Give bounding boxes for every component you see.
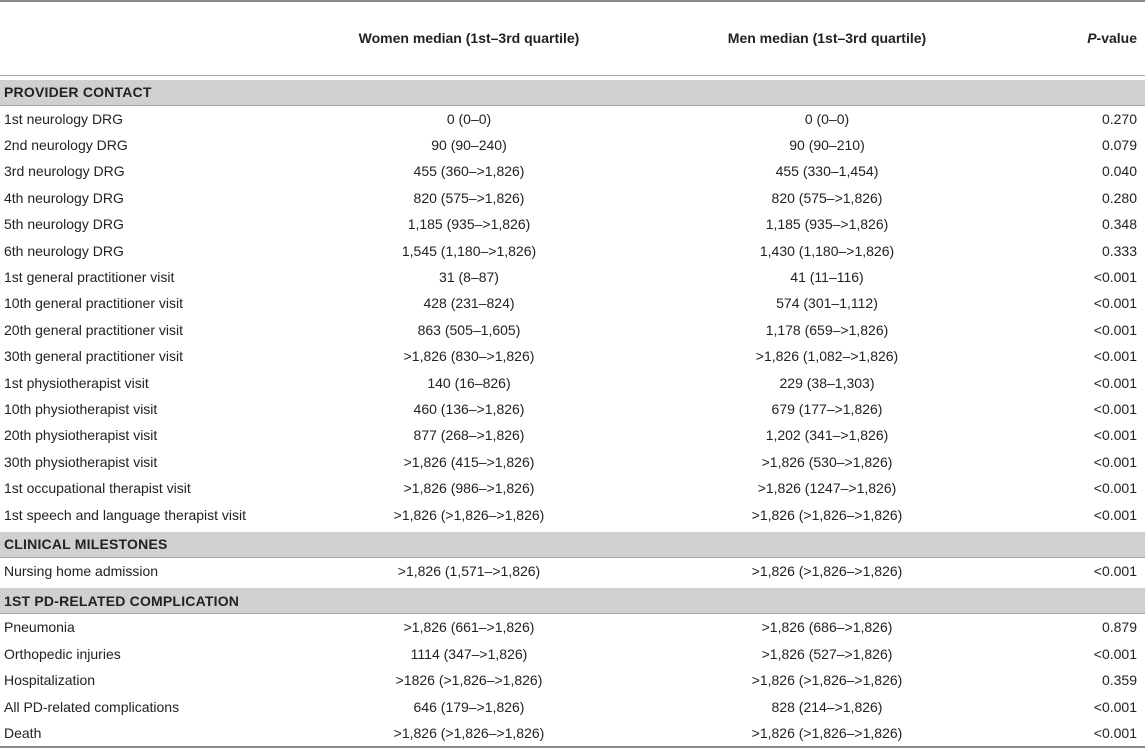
table-row bbox=[0, 317, 1145, 343]
header-empty bbox=[0, 1, 300, 75]
row-label: 1st physiotherapist visit bbox=[4, 374, 149, 391]
row-label: Death bbox=[0, 720, 300, 747]
men-median-cell: 820 (575–>1,826) bbox=[771, 189, 883, 206]
p-value-cell: <0.001 bbox=[1093, 321, 1137, 338]
men-median-cell: >1,826 (1247–>1,826) bbox=[757, 480, 897, 497]
p-value-cell: <0.001 bbox=[1093, 645, 1137, 662]
table-row bbox=[0, 614, 1145, 641]
row-label: 30th general practitioner visit bbox=[4, 348, 183, 365]
table-row bbox=[0, 264, 1145, 290]
men-median-cell: >1,826 (530–>1,826) bbox=[761, 453, 893, 470]
row-label: All PD-related complications bbox=[4, 698, 180, 715]
table-row bbox=[0, 343, 1145, 369]
table-row bbox=[0, 720, 1145, 747]
men-median-cell: >1,826 (527–>1,826) bbox=[761, 645, 893, 662]
row-label: Hospitalization bbox=[4, 672, 96, 689]
women-median-cell: 1114 (347–>1,826) bbox=[410, 645, 528, 662]
table-row bbox=[0, 396, 1145, 422]
header-p-suffix: -value bbox=[1096, 29, 1137, 46]
women-median-cell: 646 (179–>1,826) bbox=[413, 698, 525, 715]
row-label: 20th general practitioner visit bbox=[4, 321, 183, 338]
p-value-cell: <0.001 bbox=[1093, 427, 1137, 444]
women-median-cell: 455 (360–>1,826) bbox=[413, 163, 525, 180]
women-median-cell: >1,826 (661–>1,826) bbox=[403, 619, 535, 636]
row-label: 4th neurology DRG bbox=[4, 189, 124, 206]
women-median-cell: 460 (136–>1,826) bbox=[413, 400, 525, 417]
p-value-cell: 0.348 bbox=[1101, 216, 1137, 233]
row-label: 6th neurology DRG bbox=[4, 242, 124, 259]
women-median-cell: 140 (16–826) bbox=[427, 374, 511, 391]
men-median-cell: 455 (330–1,454) bbox=[775, 163, 879, 180]
p-value-cell: <0.001 bbox=[1093, 480, 1137, 497]
men-median-cell: 679 (177–>1,826) bbox=[771, 400, 883, 417]
row-label: 20th physiotherapist visit bbox=[4, 427, 158, 444]
p-value-cell: 0.079 bbox=[1101, 137, 1137, 154]
section-header bbox=[0, 588, 1145, 614]
women-median-cell: >1,826 (>1,826–>1,826) bbox=[300, 720, 638, 747]
women-median-cell: >1,826 (986–>1,826) bbox=[403, 480, 535, 497]
women-median-cell: >1,826 (1,571–>1,826) bbox=[397, 562, 541, 579]
table-row bbox=[0, 449, 1145, 475]
section-title: PROVIDER CONTACT bbox=[0, 80, 1145, 106]
p-value-cell: 0.333 bbox=[1101, 242, 1137, 259]
men-median-cell: >1,826 (>1,826–>1,826) bbox=[751, 672, 903, 689]
table-row bbox=[0, 501, 1145, 527]
men-median-cell: >1,826 (>1,826–>1,826) bbox=[751, 562, 903, 579]
p-value-cell: 0.270 bbox=[1101, 110, 1137, 127]
p-value-cell: <0.001 bbox=[1093, 506, 1137, 523]
women-median-cell: 0 (0–0) bbox=[446, 110, 492, 127]
row-label: 1st neurology DRG bbox=[4, 110, 124, 127]
p-value-cell: 0.359 bbox=[1101, 672, 1137, 689]
table-row bbox=[0, 211, 1145, 237]
row-label: 1st general practitioner visit bbox=[4, 269, 175, 286]
table-body bbox=[0, 75, 1145, 747]
p-value-cell: <0.001 bbox=[1093, 348, 1137, 365]
row-label: 5th neurology DRG bbox=[4, 216, 124, 233]
women-median-cell: 1,545 (1,180–>1,826) bbox=[401, 242, 537, 259]
table-row bbox=[0, 667, 1145, 693]
p-value-cell: <0.001 bbox=[1093, 562, 1137, 579]
section-title: CLINICAL MILESTONES bbox=[0, 532, 1145, 558]
table-row bbox=[0, 158, 1145, 184]
men-median-cell: 828 (214–>1,826) bbox=[771, 698, 883, 715]
men-median-cell: 41 (11–116) bbox=[790, 269, 864, 286]
table-row bbox=[0, 290, 1145, 316]
section-title: 1ST PD-RELATED COMPLICATION bbox=[0, 588, 1145, 614]
row-label: Nursing home admission bbox=[4, 562, 159, 579]
table-row bbox=[0, 132, 1145, 158]
table-row bbox=[0, 422, 1145, 448]
p-value-cell: <0.001 bbox=[1093, 374, 1137, 391]
table-row bbox=[0, 369, 1145, 395]
men-median-cell: >1,826 (1,082–>1,826) bbox=[755, 348, 899, 365]
row-label: Orthopedic injuries bbox=[4, 645, 121, 662]
header-p-value bbox=[1016, 1, 1145, 75]
women-median-cell: 863 (505–1,605) bbox=[417, 321, 521, 338]
p-value-cell: 0.280 bbox=[1101, 189, 1137, 206]
header-p-letter: P bbox=[1087, 29, 1097, 46]
table-header bbox=[0, 1, 1145, 75]
men-median-cell: 574 (301–1,112) bbox=[776, 295, 878, 312]
women-median-cell: 31 (8–87) bbox=[439, 269, 499, 286]
women-median-cell: 428 (231–824) bbox=[423, 295, 515, 312]
row-label: 3rd neurology DRG bbox=[4, 163, 125, 180]
row-label: Pneumonia bbox=[4, 619, 75, 636]
men-median-cell: 1,178 (659–>1,826) bbox=[765, 321, 889, 338]
table-row bbox=[0, 105, 1145, 132]
table-row bbox=[0, 557, 1145, 584]
p-value-cell: <0.001 bbox=[1016, 720, 1145, 747]
p-value-cell: 0.040 bbox=[1101, 163, 1137, 180]
p-value-cell: <0.001 bbox=[1093, 269, 1137, 286]
row-label: 10th general practitioner visit bbox=[4, 295, 183, 312]
row-label: 10th physiotherapist visit bbox=[4, 400, 158, 417]
men-median-cell: >1,826 (>1,826–>1,826) bbox=[751, 506, 903, 523]
women-median-cell: >1,826 (415–>1,826) bbox=[403, 453, 535, 470]
table-row bbox=[0, 641, 1145, 667]
header-men-median: Men median (1st–3rd quartile) bbox=[638, 1, 1016, 75]
men-median-cell: 229 (38–1,303) bbox=[779, 374, 875, 391]
row-label: 2nd neurology DRG bbox=[4, 137, 128, 154]
men-median-cell: 1,430 (1,180–>1,826) bbox=[759, 242, 895, 259]
table-row bbox=[0, 475, 1145, 501]
p-value-cell: <0.001 bbox=[1093, 295, 1137, 312]
p-value-cell: <0.001 bbox=[1093, 698, 1137, 715]
women-median-cell: >1826 (>1,826–>1,826) bbox=[395, 672, 543, 689]
men-median-cell: >1,826 (686–>1,826) bbox=[761, 619, 893, 636]
header-women-median: Women median (1st–3rd quartile) bbox=[300, 1, 638, 75]
men-median-cell: 1,202 (341–>1,826) bbox=[765, 427, 889, 444]
women-median-cell: 877 (268–>1,826) bbox=[413, 427, 525, 444]
women-median-cell: >1,826 (>1,826–>1,826) bbox=[393, 506, 545, 523]
men-median-cell: 0 (0–0) bbox=[804, 110, 850, 127]
men-median-cell: 90 (90–210) bbox=[789, 137, 865, 154]
p-value-cell: <0.001 bbox=[1093, 400, 1137, 417]
men-median-cell: 1,185 (935–>1,826) bbox=[765, 216, 889, 233]
section-header bbox=[0, 80, 1145, 106]
women-median-cell: >1,826 (830–>1,826) bbox=[403, 348, 535, 365]
section-header bbox=[0, 532, 1145, 558]
p-value-cell: <0.001 bbox=[1093, 453, 1137, 470]
table-row bbox=[0, 185, 1145, 211]
p-value-cell: 0.879 bbox=[1101, 619, 1137, 636]
men-median-cell: >1,826 (>1,826–>1,826) bbox=[638, 720, 1016, 747]
women-median-cell: 90 (90–240) bbox=[431, 137, 507, 154]
row-label: 1st occupational therapist visit bbox=[4, 480, 191, 497]
women-median-cell: 820 (575–>1,826) bbox=[413, 189, 525, 206]
women-median-cell: 1,185 (935–>1,826) bbox=[407, 216, 531, 233]
table-row bbox=[0, 693, 1145, 719]
row-label: 30th physiotherapist visit bbox=[4, 453, 158, 470]
row-label: 1st speech and language therapist visit bbox=[4, 506, 247, 523]
table-row bbox=[0, 237, 1145, 263]
